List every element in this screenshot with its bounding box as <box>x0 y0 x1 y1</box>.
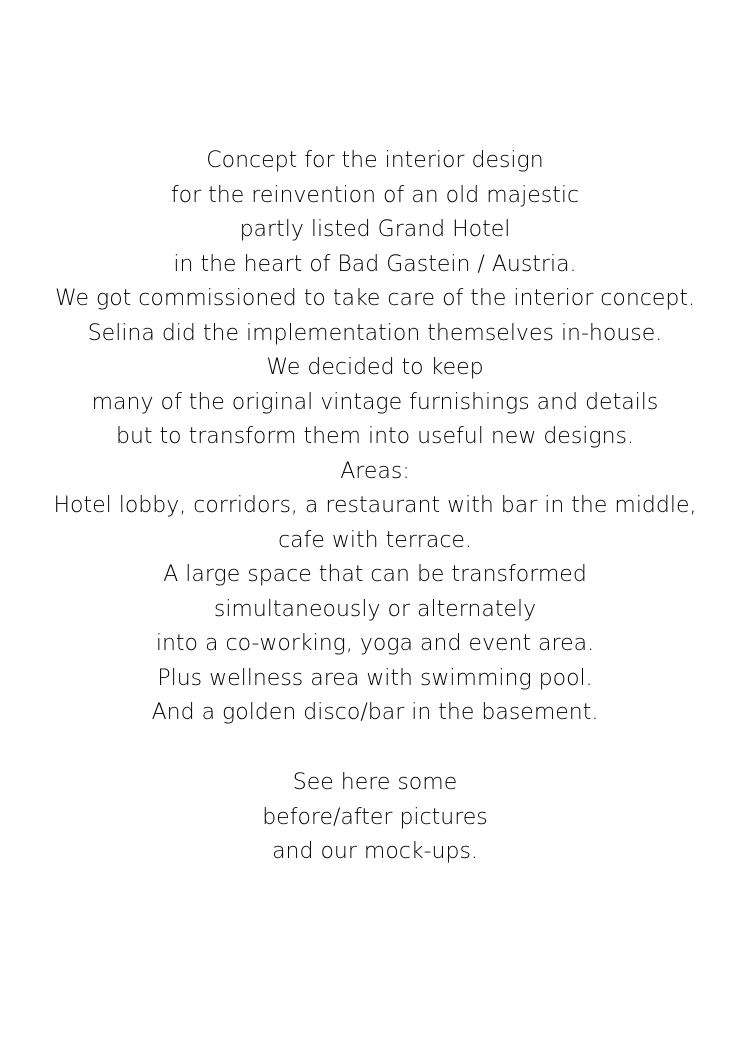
description-line: And a golden disco/bar in the basement. <box>151 700 599 725</box>
description-line: simultaneously or alternately <box>213 596 537 622</box>
pictures-note <box>0 766 750 870</box>
description-line: We decided to keep <box>266 355 484 380</box>
description-line: many of the original vintage furnishings and details <box>91 389 659 415</box>
description-line: partly listed Grand Hotel <box>239 217 511 242</box>
project-description <box>0 144 750 731</box>
description-line: in the heart of Bad Gastein / Austria. <box>173 251 577 277</box>
description-line: but to transform them into useful new designs. <box>116 424 634 449</box>
description-line: for the reinvention of an old majestic <box>170 182 580 208</box>
description-line: cafe with terrace. <box>278 527 472 553</box>
description-line: Plus wellness area with swimming pool. <box>157 665 593 691</box>
description-line: into a co-working, yoga and event area. <box>155 631 595 656</box>
description-line: Concept for the interior design <box>206 148 544 173</box>
pictures-note-line: and our mock-ups. <box>272 839 478 864</box>
description-line: Hotel lobby, corridors, a restaurant with bar in the middle, <box>53 493 697 518</box>
areas-heading: Areas: <box>340 458 410 484</box>
description-line: We got commissioned to take care of the interior concept. <box>55 286 695 311</box>
pictures-note-line: before/after pictures <box>262 804 488 830</box>
description-line: A large space that can be transformed <box>163 562 587 587</box>
pictures-note-line: See here some <box>292 770 458 795</box>
description-line: Selina did the implementation themselves in-house. <box>87 320 663 346</box>
